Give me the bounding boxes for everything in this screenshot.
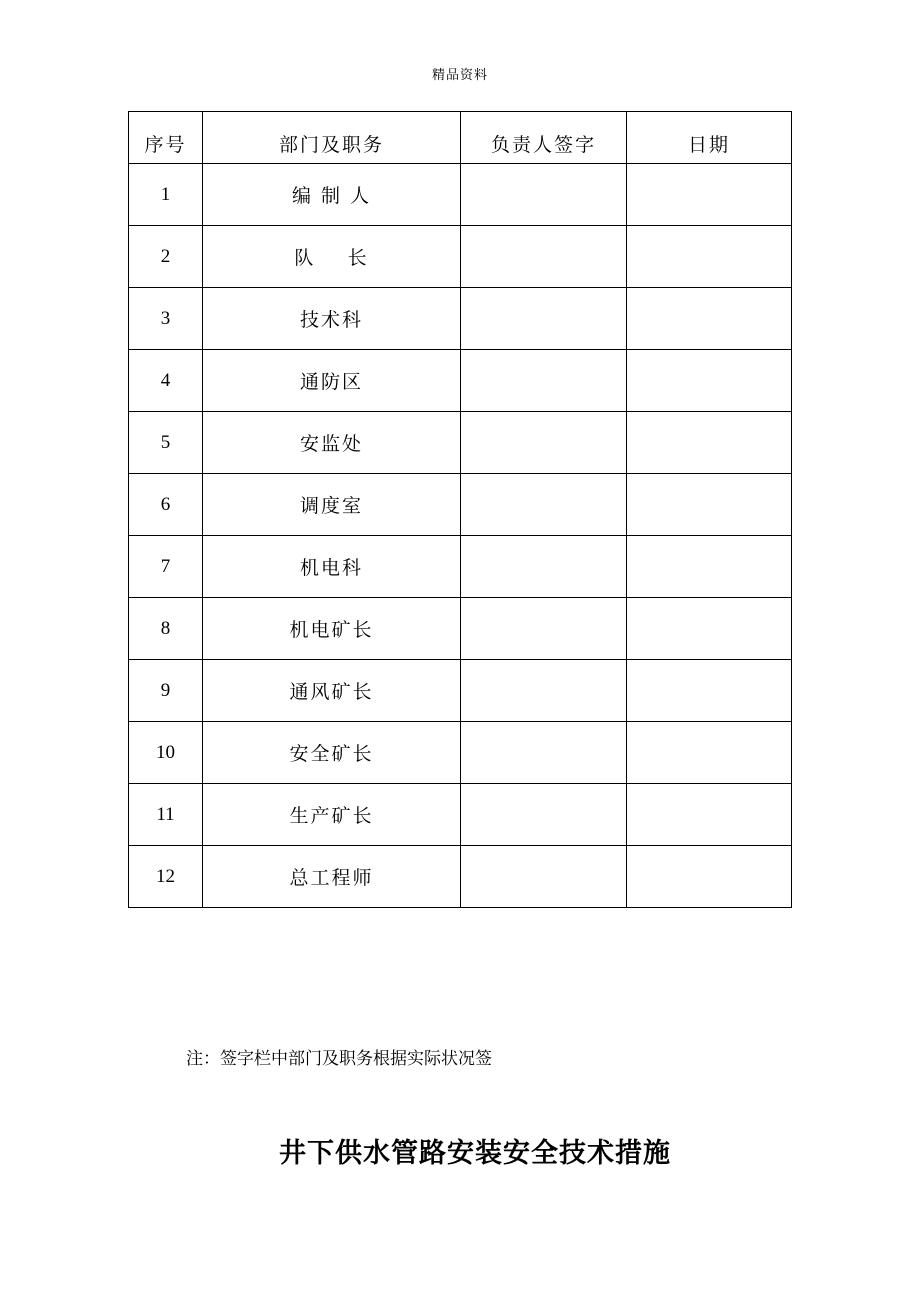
table-header-row (129, 112, 792, 164)
row-department: 编 制 人 (203, 164, 461, 226)
page-header: 精品资料 (431, 68, 488, 83)
table-row (129, 226, 792, 288)
row-department: 队 长 (203, 226, 461, 288)
row-signature-cell (461, 660, 627, 722)
table-row (129, 846, 792, 908)
row-date-cell (627, 536, 792, 598)
row-department: 安监处 (203, 412, 461, 474)
row-department: 机电科 (203, 536, 461, 598)
row-number: 8 (129, 598, 203, 660)
row-signature-cell (461, 846, 627, 908)
document-title: 井下供水管路安装安全技术措施 (279, 1138, 671, 1169)
row-number: 5 (129, 412, 203, 474)
table-row (129, 784, 792, 846)
table-row (129, 536, 792, 598)
row-number: 1 (129, 164, 203, 226)
row-date-cell (627, 164, 792, 226)
table-row (129, 350, 792, 412)
column-header-department: 部门及职务 (203, 112, 461, 164)
row-number: 3 (129, 288, 203, 350)
table-row (129, 412, 792, 474)
row-number: 4 (129, 350, 203, 412)
row-number: 12 (129, 846, 203, 908)
column-header-signer: 负责人签字 (461, 112, 627, 164)
row-signature-cell (461, 722, 627, 784)
row-date-cell (627, 350, 792, 412)
table-row (129, 660, 792, 722)
row-number: 2 (129, 226, 203, 288)
table-row (129, 288, 792, 350)
table-row (129, 164, 792, 226)
row-date-cell (627, 722, 792, 784)
row-signature-cell (461, 226, 627, 288)
table-row (129, 474, 792, 536)
column-header-number: 序号 (129, 112, 203, 164)
row-number: 11 (129, 784, 203, 846)
table-row (129, 722, 792, 784)
row-department: 调度室 (203, 474, 461, 536)
row-signature-cell (461, 350, 627, 412)
row-number: 6 (129, 474, 203, 536)
row-signature-cell (461, 288, 627, 350)
row-date-cell (627, 660, 792, 722)
row-date-cell (627, 598, 792, 660)
row-date-cell (627, 474, 792, 536)
signature-table (128, 111, 792, 908)
row-date-cell (627, 288, 792, 350)
column-header-date: 日期 (627, 112, 792, 164)
table-row (129, 598, 792, 660)
row-signature-cell (461, 784, 627, 846)
table-body (129, 164, 792, 908)
row-signature-cell (461, 164, 627, 226)
row-date-cell (627, 412, 792, 474)
row-department: 安全矿长 (203, 722, 461, 784)
row-number: 10 (129, 722, 203, 784)
row-department: 机电矿长 (203, 598, 461, 660)
row-signature-cell (461, 412, 627, 474)
row-signature-cell (461, 536, 627, 598)
row-signature-cell (461, 474, 627, 536)
row-date-cell (627, 784, 792, 846)
row-department: 总工程师 (203, 846, 461, 908)
row-department: 生产矿长 (203, 784, 461, 846)
row-number: 7 (129, 536, 203, 598)
row-date-cell (627, 846, 792, 908)
signature-note: 注：签字栏中部门及职务根据实际状况签 (186, 1049, 492, 1069)
row-date-cell (627, 226, 792, 288)
row-department: 技术科 (203, 288, 461, 350)
row-department: 通风矿长 (203, 660, 461, 722)
row-department: 通防区 (203, 350, 461, 412)
row-signature-cell (461, 598, 627, 660)
row-number: 9 (129, 660, 203, 722)
